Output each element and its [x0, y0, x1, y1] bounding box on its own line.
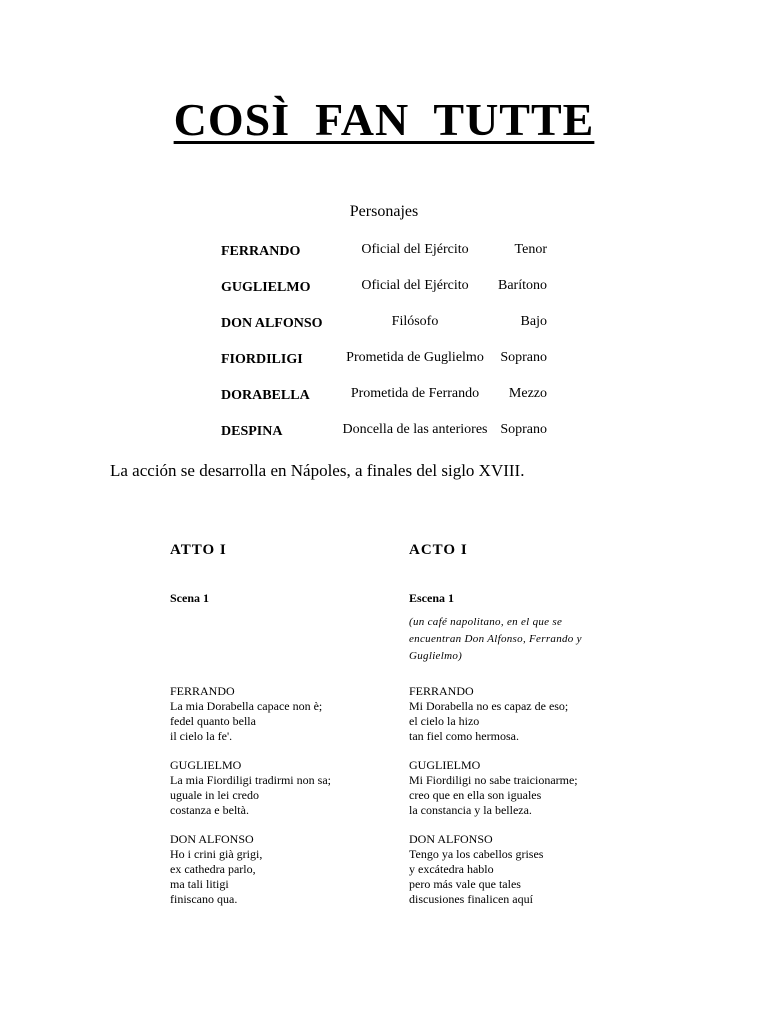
character-voice: Soprano — [500, 422, 547, 437]
character-name: GUGLIELMO — [221, 280, 311, 295]
speech-block — [170, 684, 380, 744]
scene-heading: Scena 1 — [170, 591, 209, 605]
speech-line: pero más vale que tales — [409, 877, 521, 891]
character-role: Oficial del Ejército — [361, 278, 469, 293]
speech-line: ex cathedra parlo, — [170, 862, 256, 876]
cast-row — [221, 348, 551, 384]
character-voice: Soprano — [500, 350, 547, 365]
speech-line: tan fiel como hermosa. — [409, 729, 519, 743]
speech-line: ma tali litigi — [170, 877, 229, 891]
speech-line: il cielo la fe'. — [170, 729, 233, 743]
speaker-name: DON ALFONSO — [170, 832, 254, 846]
act-heading: ACTO I — [409, 542, 468, 558]
speech-block — [409, 832, 609, 907]
cast-row — [221, 420, 551, 456]
speech-line: fedel quanto bella — [170, 714, 256, 728]
speech-line: Tengo ya los cabellos grises — [409, 847, 544, 861]
characters-heading: Personajes — [349, 203, 419, 220]
character-role: Oficial del Ejército — [361, 242, 469, 257]
speaker-name: FERRANDO — [170, 684, 235, 698]
speech-block — [409, 758, 609, 818]
character-role: Prometida de Ferrando — [350, 386, 480, 401]
document-title — [0, 92, 768, 148]
speech-line: uguale in lei credo — [170, 788, 259, 802]
character-name: DON ALFONSO — [221, 316, 323, 331]
speaker-name: GUGLIELMO — [409, 758, 481, 772]
speech-line: Mi Dorabella no es capaz de eso; — [409, 699, 569, 713]
character-name: FERRANDO — [221, 244, 301, 259]
character-voice: Mezzo — [508, 386, 547, 401]
cast-row — [221, 312, 551, 348]
speech-line: y excátedra hablo — [409, 862, 494, 876]
character-voice: Bajo — [520, 314, 547, 329]
cast-row — [221, 384, 551, 420]
character-voice: Tenor — [514, 242, 547, 257]
cast-row — [221, 240, 551, 276]
speaker-name: GUGLIELMO — [170, 758, 242, 772]
cast-row — [221, 276, 551, 312]
speech-line: Mi Fiordiligi no sabe traicionarme; — [409, 773, 578, 787]
speech-block — [409, 684, 609, 744]
title-text: COSÌ FAN TUTTE — [173, 94, 595, 145]
character-name: DESPINA — [221, 424, 283, 439]
speech-line: costanza e beltà. — [170, 803, 249, 817]
stage-direction: (un café napolitano, en el que se encuentran Don Alfonso, Ferrando y Guglielmo) — [409, 616, 582, 662]
speech-block — [170, 758, 380, 818]
act-heading: ATTO I — [170, 542, 227, 558]
scene-heading: Escena 1 — [409, 591, 454, 605]
speech-line: finiscano qua. — [170, 892, 238, 906]
spanish-column — [409, 540, 609, 921]
speech-block — [170, 832, 380, 907]
cast-list — [221, 240, 551, 456]
speech-line: La mia Fiordiligi tradirmi non sa; — [170, 773, 331, 787]
character-name: DORABELLA — [221, 388, 310, 403]
setting-text: La acción se desarrolla en Nápoles, a finales del siglo XVIII. — [110, 461, 525, 480]
character-role: Filósofo — [391, 314, 439, 329]
stage-spacer — [170, 614, 380, 684]
speaker-name: DON ALFONSO — [409, 832, 493, 846]
speech-line: La mia Dorabella capace non è; — [170, 699, 323, 713]
character-role: Prometida de Guglielmo — [346, 350, 484, 365]
speech-line: discusiones finalicen aquí — [409, 892, 533, 906]
speech-line: la constancia y la belleza. — [409, 803, 532, 817]
speech-line: Ho i crini già grigi, — [170, 847, 263, 861]
character-role: Doncella de las anteriores — [342, 422, 488, 437]
character-voice: Barítono — [498, 278, 547, 293]
character-name: FIORDILIGI — [221, 352, 303, 367]
speaker-name: FERRANDO — [409, 684, 474, 698]
speech-line: creo que en ella son iguales — [409, 788, 542, 802]
speech-line: el cielo la hizo — [409, 714, 480, 728]
italian-column — [170, 540, 380, 921]
